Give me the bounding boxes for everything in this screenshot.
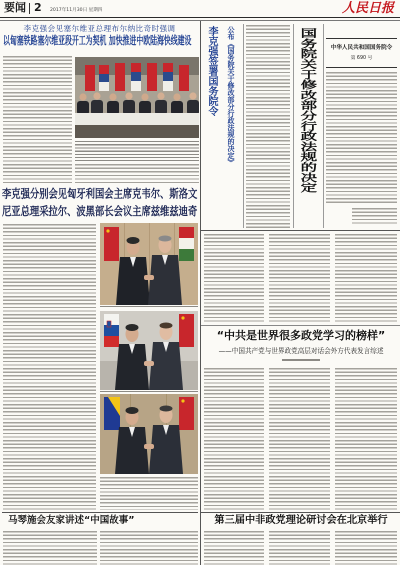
page-number: 2 [34, 1, 42, 14]
section-divider [2, 512, 198, 513]
photo-serbia-meeting [75, 57, 199, 138]
section-divider [201, 325, 400, 326]
body-text-column [3, 224, 96, 510]
signature-block [352, 208, 397, 224]
body-text-column [204, 368, 264, 510]
column-rule [243, 24, 244, 228]
header-rule-thin [0, 20, 400, 21]
body-text-column [100, 531, 198, 565]
page-header [0, 0, 400, 18]
photo-hungary-meeting [100, 223, 198, 305]
article-headline: “中共是世界很多政党学习的榜样” [216, 329, 386, 342]
article-headline: 马琴施会友家讲述“中国故事” [8, 515, 135, 526]
body-text-column [335, 368, 397, 510]
chinese-flag [179, 397, 194, 430]
photo-caption [75, 141, 199, 161]
byline [282, 359, 320, 361]
photo-caption [100, 391, 198, 393]
order-number: 第 690 号 [350, 56, 373, 61]
chinese-flag [179, 314, 194, 347]
photo-bosnia-meeting [100, 394, 198, 474]
bosnian-flag [104, 397, 120, 430]
body-text-column [335, 234, 397, 322]
article-headline: 李克强分别会见匈牙利国会主席克韦尔、斯洛文尼亚总理采拉尔、波黑部长会议主席兹维兹迪奇 [2, 187, 198, 219]
article-kicker: 李克强签署国务院令 [206, 26, 217, 116]
body-text-column [269, 531, 330, 565]
body-text-column [335, 531, 397, 565]
handshake [144, 361, 154, 366]
header-rule [0, 17, 400, 18]
hungarian-flag [179, 227, 194, 261]
section-label: 要闻 [4, 1, 26, 14]
body-text-column [100, 477, 198, 510]
decree-order-box [326, 38, 397, 68]
section-divider [201, 512, 400, 513]
floor [75, 125, 199, 138]
decree-title: 国务院关于修改部分行政法规的决定 [296, 28, 317, 193]
article-subhead: 公布《国务院关于修改部分行政法规的决定》 [227, 26, 235, 166]
body-text-column [269, 368, 330, 510]
meeting-table [75, 113, 199, 125]
body-text-column [3, 531, 97, 565]
article-headline: 以匈塞铁路塞尔维亚段开工为契机 加快推进中欧陆海快线建设 [3, 34, 192, 48]
body-text-column [326, 72, 397, 204]
article-kicker: 李克强会见塞尔维亚总理布尔纳比奇时强调 [23, 24, 176, 33]
issue-date: 2017年11月30日 星期四 [50, 8, 103, 13]
body-text-column [204, 234, 264, 322]
article-subhead: ——中国共产党与世界政党高层对话会外方代表发言综述 [218, 347, 384, 355]
column-rule [293, 24, 294, 228]
body-text-column [204, 531, 264, 565]
section-divider [201, 230, 400, 231]
article-headline: 第三届中非政党理论研讨会在北京举行 [214, 515, 388, 526]
body-text-column [75, 164, 199, 183]
order-box-title: 中华人民共和国国务院令 [330, 45, 393, 51]
column-rule [323, 24, 324, 228]
chinese-flag [104, 227, 119, 261]
slovenian-flag [104, 314, 119, 347]
page-column-divider [200, 21, 201, 565]
photo-slovenia-meeting [100, 311, 198, 390]
handshake [144, 444, 154, 449]
photo-caption [100, 306, 198, 309]
body-text-column [269, 234, 330, 322]
body-text-column [246, 25, 290, 228]
body-text-column [3, 56, 72, 183]
handshake [144, 275, 154, 280]
header-separator [29, 3, 30, 14]
masthead-logo: 人民日报 [341, 1, 394, 16]
